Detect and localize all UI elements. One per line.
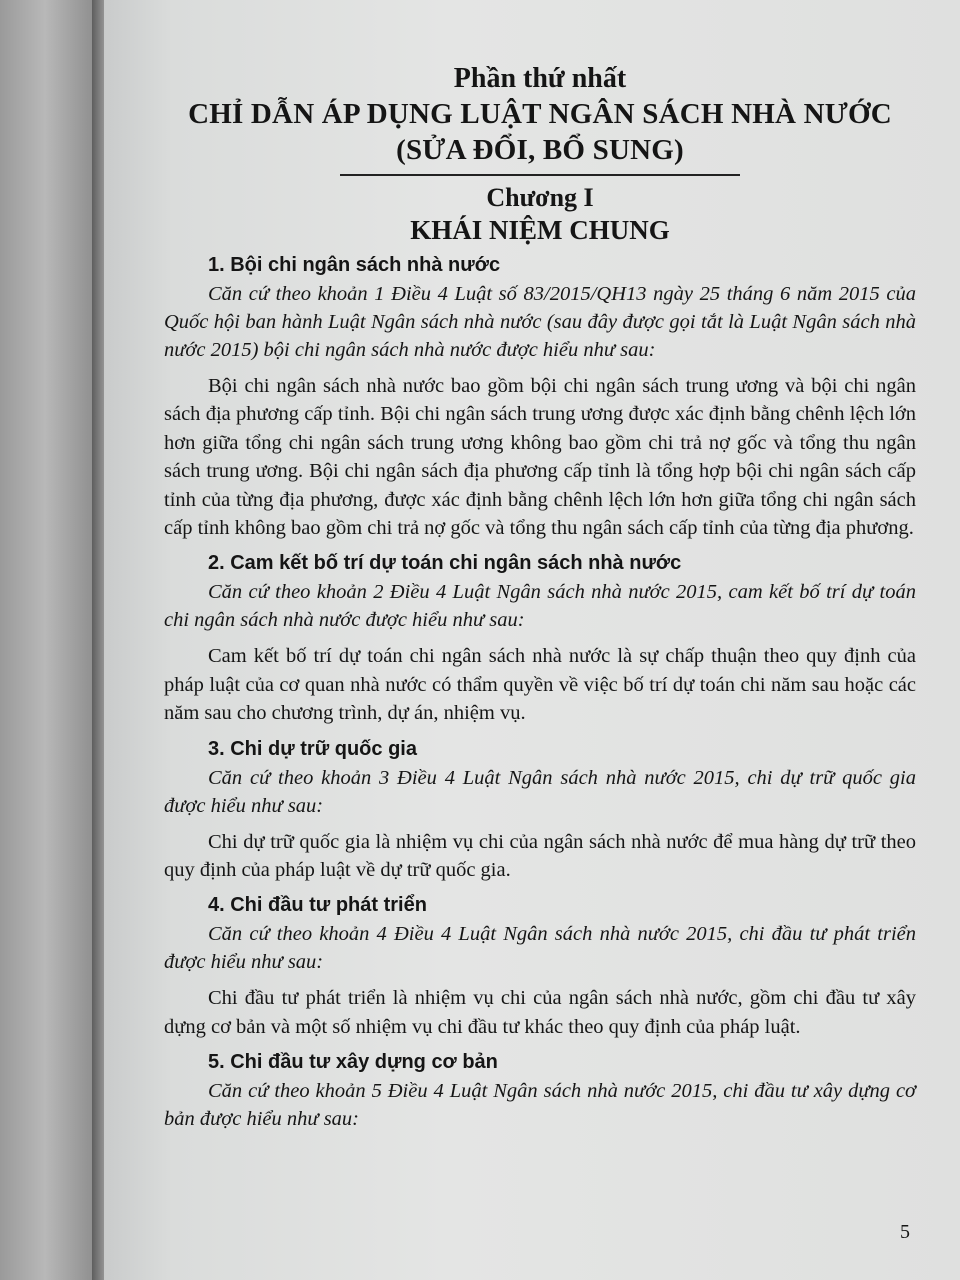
main-title: CHỈ DẪN ÁP DỤNG LUẬT NGÂN SÁCH NHÀ NƯỚC bbox=[188, 98, 892, 130]
page-content bbox=[164, 62, 916, 1133]
chapter-label: Chương I bbox=[486, 183, 594, 212]
section-legal-basis: Căn cứ theo khoản 1 Điều 4 Luật số 83/2015/QH13 ngày 25 tháng 6 năm 2015 của Quốc hội ban hành Luật Ngân sách nhà nước (sau đây được gọi tắt là Luật Ngân sách nhà nước 2015) bội chi ngân sách nhà nước được hiểu như sau: bbox=[164, 283, 916, 361]
section-body: Bội chi ngân sách nhà nước bao gồm bội chi ngân sách trung ương và bội chi ngân sách địa phương cấp tỉnh. Bội chi ngân sách trung ương được xác định bằng chênh lệch lớn hơn giữa tổng chi ngân sách trung ương không bao gồm chi trả nợ gốc và tổng thu ngân sách trung ương. Bội chi ngân sách địa phương cấp tỉnh là tổng hợp bội chi ngân sách cấp tỉnh của từng địa phương, được xác định bằng chênh lệch lớn hơn giữa tổng chi ngân sách cấp tỉnh không bao gồm chi trả nợ gốc và tổng thu ngân sách cấp tỉnh của từng địa phương. bbox=[164, 375, 916, 540]
previous-page-edge bbox=[0, 0, 100, 1280]
section-heading: 4. Chi đầu tư phát triển bbox=[208, 894, 427, 917]
section-4 bbox=[164, 890, 916, 1041]
section-heading: 5. Chi đầu tư xây dựng cơ bản bbox=[208, 1051, 498, 1074]
section-2 bbox=[164, 548, 916, 727]
section-body: Chi đầu tư phát triển là nhiệm vụ chi của ngân sách nhà nước, gồm chi đầu tư xây dựng cơ bản và một số nhiệm vụ chi đầu tư khác theo quy định của pháp luật. bbox=[164, 987, 916, 1038]
section-legal-basis: Căn cứ theo khoản 2 Điều 4 Luật Ngân sách nhà nước 2015, cam kết bố trí dự toán chi ngân sách nhà nước được hiểu như sau: bbox=[164, 581, 916, 632]
section-body: Cam kết bố trí dự toán chi ngân sách nhà nước là sự chấp thuận theo quy định của pháp luật của cơ quan nhà nước có thẩm quyền về việc bố trí dự toán chi năm sau hoặc các năm sau cho chương trình, dự án, nhiệm vụ. bbox=[164, 645, 916, 725]
section-heading: 3. Chi dự trữ quốc gia bbox=[208, 737, 417, 760]
section-body: Chi dự trữ quốc gia là nhiệm vụ chi của ngân sách nhà nước để mua hàng dự trữ theo quy định của pháp luật về dự trữ quốc gia. bbox=[164, 830, 916, 882]
chapter-title: KHÁI NIỆM CHUNG bbox=[410, 215, 670, 245]
page-number: 5 bbox=[900, 1221, 910, 1243]
section-1 bbox=[164, 250, 916, 542]
main-title-subtitle: (SỬA ĐỔI, BỔ SUNG) bbox=[396, 134, 684, 166]
section-legal-basis: Căn cứ theo khoản 5 Điều 4 Luật Ngân sách nhà nước 2015, chi đầu tư xây dựng cơ bản được hiểu như sau: bbox=[164, 1080, 916, 1131]
section-heading: 1. Bội chi ngân sách nhà nước bbox=[208, 254, 501, 276]
section-5 bbox=[164, 1047, 916, 1133]
book-page bbox=[104, 0, 960, 1280]
section-heading: 2. Cam kết bố trí dự toán chi ngân sách nhà nước bbox=[208, 552, 682, 575]
section-3 bbox=[164, 734, 916, 885]
section-legal-basis: Căn cứ theo khoản 4 Điều 4 Luật Ngân sách nhà nước 2015, chi đầu tư phát triển được hiểu như sau: bbox=[164, 923, 916, 974]
part-title: Phần thứ nhất bbox=[453, 63, 627, 94]
title-divider bbox=[340, 174, 740, 176]
section-legal-basis: Căn cứ theo khoản 3 Điều 4 Luật Ngân sách nhà nước 2015, chi dự trữ quốc gia được hiểu như sau: bbox=[164, 766, 916, 817]
